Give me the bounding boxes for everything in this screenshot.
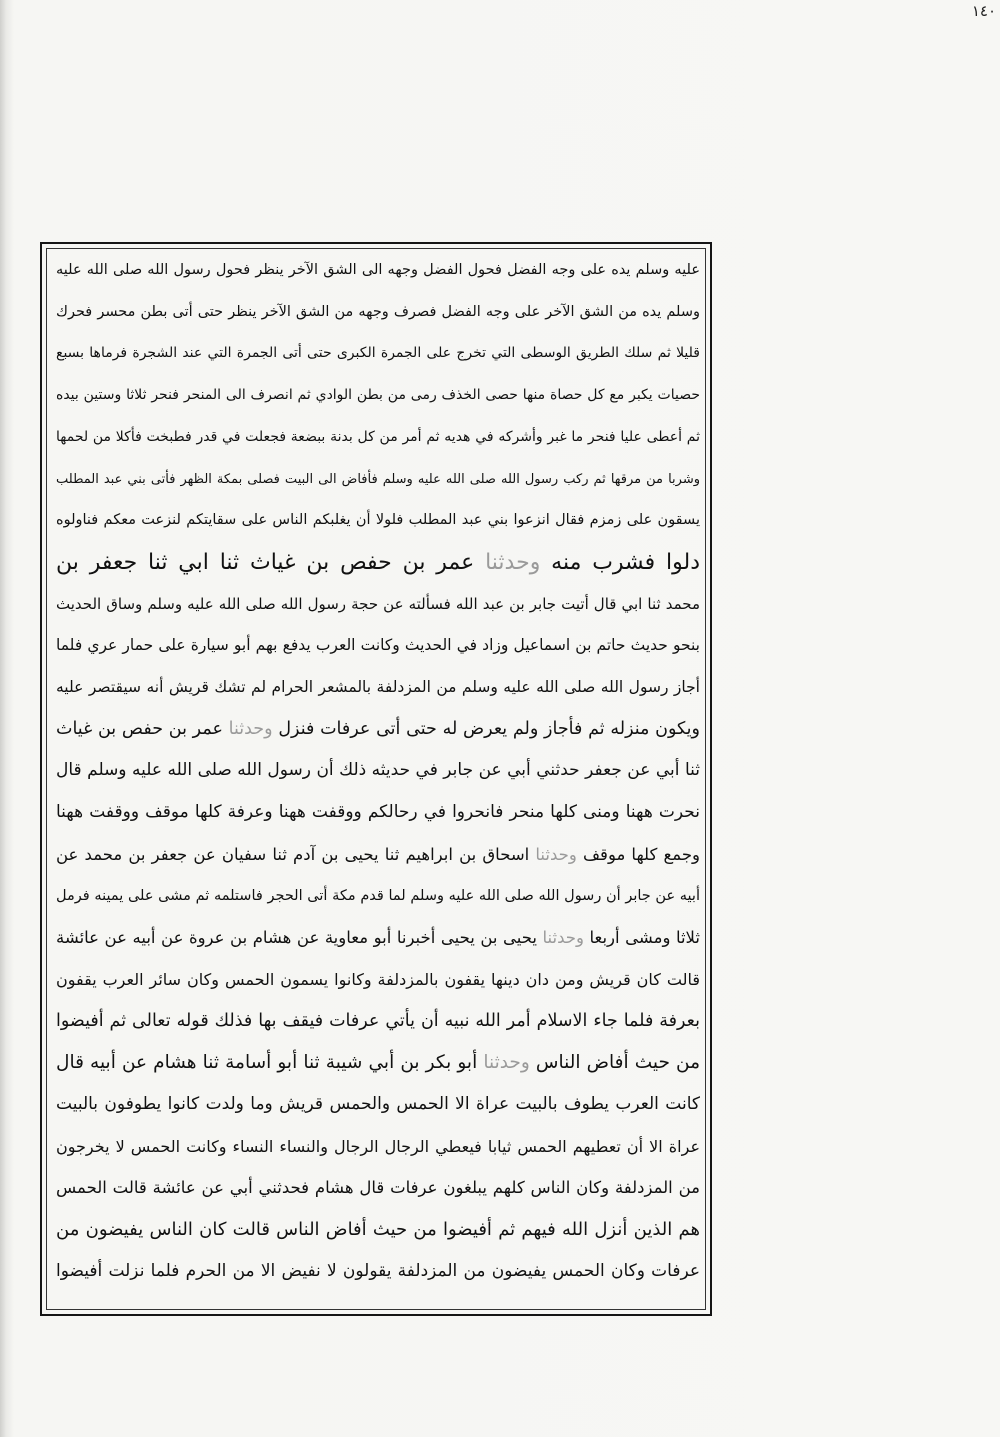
text-segment: يسقون على زمزم فقال انزعوا بني عبد المطلب فلولا أن يغلبكم الناس على سقايتكم لنزعت معكم فناولوه <box>56 512 700 529</box>
text-line <box>56 1042 700 1083</box>
text-segment: وشربا من مرقها ثم ركب رسول الله صلى الله عليه وسلم فأفاض الى البيت فصلى بمكة الظهر فأتى بني عبد المطلب <box>56 471 700 487</box>
text-segment: قليلا ثم سلك الطريق الوسطى التي تخرج على الجمرة الكبرى حتى أتى الجمرة التي عند الشجرة فرماها بسبع <box>56 345 700 362</box>
text-segment: اسحاق بن ابراهيم ثنا يحيى بن آدم ثنا سفيان عن جعفر بن محمد عن <box>56 844 536 864</box>
text-line <box>56 750 700 791</box>
text-segment: محمد ثنا ابي قال أتيت جابر بن عبد الله فسألته عن حجة رسول الله صلى الله عليه وسلم وساق الحديث <box>56 594 700 613</box>
text-line <box>56 1126 700 1167</box>
text-segment: ثنا أبي عن جعفر حدثني أبي عن جابر في حديثه ذلك أن رسول الله صلى الله عليه وسلم قال <box>56 760 700 781</box>
text-segment: قالت كان قريش ومن دان دينها يقفون بالمزدلفة وكانوا يسمون الحمس وكان سائر العرب يقفون <box>56 969 700 989</box>
text-line <box>56 1084 700 1125</box>
rubric-word: وحدثنا <box>483 1052 530 1074</box>
text-segment: عرفات وكان الحمس يفيضون من المزدلفة يقولون لا نفيض الا من الحرم فلما نزلت أفيضوا <box>56 1260 700 1281</box>
text-line <box>56 1251 700 1292</box>
text-line <box>56 584 700 625</box>
text-line <box>56 876 700 917</box>
text-line <box>56 792 700 833</box>
text-segment: عمر بن حفص بن غياث ثنا ابي ثنا جعفر بن <box>56 549 486 575</box>
text-line <box>56 333 700 374</box>
text-line <box>56 917 700 958</box>
text-segment: بنحو حديث حاتم بن اسماعيل وزاد في الحديث وكانت العرب يدفع بهم أبو سيارة على حمار عري فلما <box>56 636 700 655</box>
text-line <box>56 1001 700 1042</box>
rubric-word: وحدثنا <box>228 718 273 739</box>
manuscript-text-block <box>56 250 700 1306</box>
text-segment: أبو بكر بن أبي شيبة ثنا أبو أسامة ثنا هشام عن أبيه قال <box>56 1052 484 1074</box>
text-line <box>56 292 700 333</box>
text-frame <box>40 242 712 1316</box>
text-segment: يحيى بن يحيى أخبرنا أبو معاوية عن هشام بن عروة عن أبيه عن عائشة <box>56 928 543 948</box>
text-line <box>56 1209 700 1250</box>
text-line <box>56 375 700 416</box>
text-line <box>56 1167 700 1208</box>
text-line <box>56 500 700 541</box>
text-line <box>56 459 700 500</box>
text-segment: هم الذين أنزل الله فيهم ثم أفيضوا من حيث أفاض الناس قالت كان الناس يفيضون من <box>56 1219 700 1241</box>
text-segment: من حيث أفاض الناس <box>529 1052 700 1074</box>
text-segment: بعرفة فلما جاء الاسلام أمر الله نبيه أن يأتي عرفات فيقف بها فذلك قوله تعالى ثم أفيضوا <box>56 1010 700 1031</box>
text-line <box>56 542 700 583</box>
text-segment: ثلاثا ومشى أربعا <box>583 928 700 948</box>
text-segment: أبيه عن جابر أن رسول الله صلى الله عليه وسلم لما قدم مكة أتى الحجر فاستلمه ثم مشى على يمينه فرمل <box>56 887 700 904</box>
rubric-word: وحدثنا <box>535 844 577 864</box>
text-line <box>56 709 700 750</box>
text-segment: عمر بن حفص بن غياث <box>56 718 229 739</box>
text-segment: دلوا فشرب منه <box>540 549 700 575</box>
text-segment: كانت العرب يطوف بالبيت عراة الا الحمس والحمس قريش وما ولدت كانوا يطوفون بالبيت <box>56 1094 700 1114</box>
text-segment: أجاز رسول الله صلى الله عليه وسلم من المزدلفة بالمشعر الحرام لم تشك قريش أنه سيقتصر عليه <box>56 678 700 696</box>
text-segment: حصيات يكبر مع كل حصاة منها حصى الخذف رمى من بطن الوادي ثم انصرف الى المنحر فنحر ثلاثا وستين بيده <box>56 387 700 404</box>
text-segment: عليه وسلم يده على وجه الفضل فحول الفضل وجهه الى الشق الآخر ينظر فحول رسول الله صلى الله عليه <box>56 262 700 278</box>
rubric-word: وحدثنا <box>485 549 541 575</box>
text-segment: عراة الا أن تعطيهم الحمس ثيابا فيعطي الرجال الرجال والنساء النساء وكانت الحمس لا يخرجون <box>56 1136 700 1156</box>
rubric-word: وحدثنا <box>542 928 584 948</box>
page-number: ١٤٠ <box>971 2 996 20</box>
text-line <box>56 834 700 875</box>
text-segment: من المزدلفة وكان الناس كلهم يبلغون عرفات قال هشام فحدثني أبي عن عائشة قالت الحمس <box>56 1178 700 1198</box>
text-segment: وجمع كلها موقف <box>576 844 700 864</box>
text-line <box>56 667 700 708</box>
text-segment: ويكون منزله ثم فأجاز ولم يعرض له حتى أتى عرفات فنزل <box>272 718 700 739</box>
text-line <box>56 959 700 1000</box>
text-segment: وسلم يده من الشق الآخر على وجه الفضل فصرف وجهه من الشق الآخر ينظر حتى أتى بطن محسر فحرك <box>56 303 700 320</box>
text-line <box>56 625 700 666</box>
text-line <box>56 417 700 458</box>
text-line <box>56 250 700 291</box>
text-segment: نحرت ههنا ومنى كلها منحر فانحروا في رحالكم ووقفت ههنا وعرفة كلها موقف ووقفت ههنا <box>56 802 700 823</box>
text-segment: ثم أعطى عليا فنحر ما غبر وأشركه في هديه ثم أمر من كل بدنة ببضعة فجعلت في قدر فطبخت فأكلا من لحمها <box>56 428 700 445</box>
